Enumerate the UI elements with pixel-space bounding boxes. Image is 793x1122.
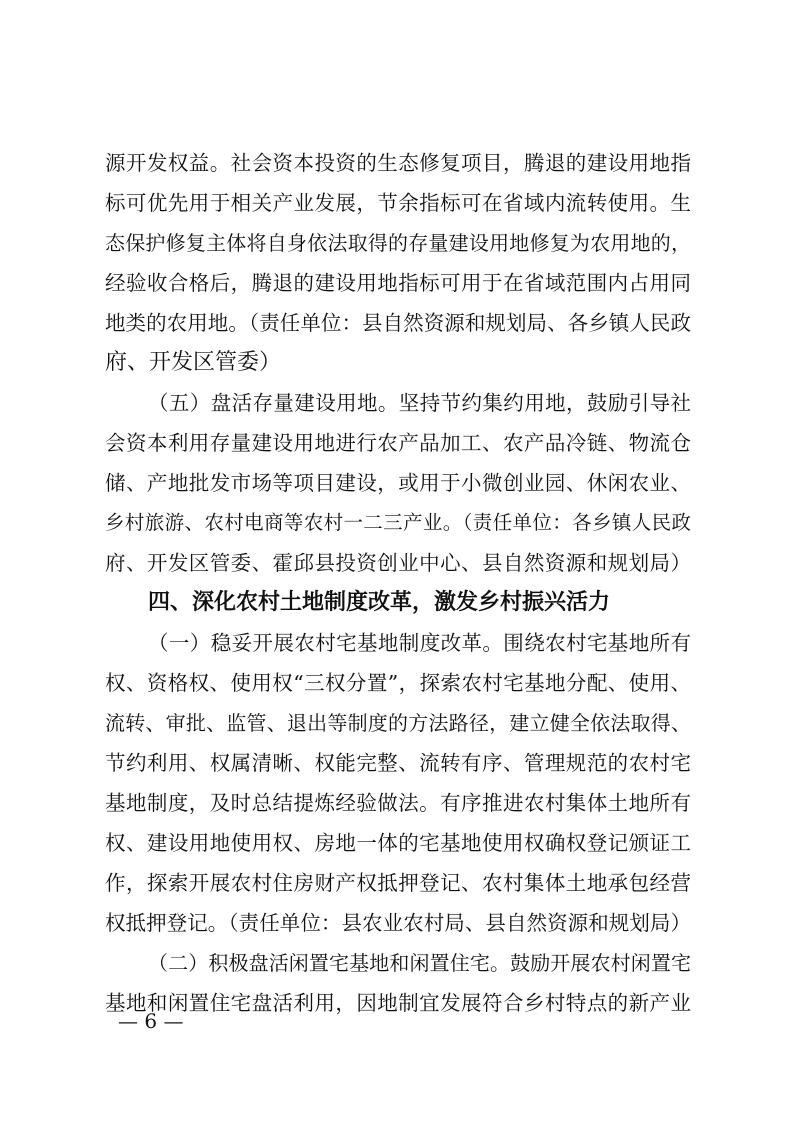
text-line: 储、产地批发市场等项目建设，或用于小微创业园、休闲农业、 xyxy=(105,471,691,495)
text-line: 地类的农用地。（责任单位：县自然资源和规划局、各乡镇人民政 xyxy=(105,311,691,335)
text-line: 节约利用、权属清晰、权能完整、流转有序、管理规范的农村宅 xyxy=(105,751,691,775)
text-line: 源开发权益。社会资本投资的生态修复项目，腾退的建设用地指 xyxy=(105,151,691,175)
text-line: 流转、审批、监管、退出等制度的方法路径，建立健全依法取得、 xyxy=(105,711,691,735)
text-line: 府、开发区管委、霍邱县投资创业中心、县自然资源和规划局） xyxy=(105,551,691,575)
text-line: 会资本利用存量建设用地进行农产品加工、农产品冷链、物流仓 xyxy=(105,431,691,455)
paragraph-start-line: （一）稳妥开展农村宅基地制度改革。围绕农村宅基地所有 xyxy=(148,631,691,655)
text-line: 权抵押登记。（责任单位：县农业农村局、县自然资源和规划局） xyxy=(105,911,691,935)
text-line: 态保护修复主体将自身依法取得的存量建设用地修复为农用地的， xyxy=(105,231,691,255)
page-number: — 6 — xyxy=(118,1009,184,1033)
section-heading: 四、深化农村土地制度改革，激发乡村振兴活力 xyxy=(148,590,611,615)
text-line: 基地和闲置住宅盘活利用，因地制宜发展符合乡村特点的新产业 xyxy=(105,991,691,1015)
text-line: 经验收合格后，腾退的建设用地指标可用于在省域范围内占用同 xyxy=(105,271,691,295)
text-line: 权、资格权、使用权“三权分置”，探索农村宅基地分配、使用、 xyxy=(105,671,691,695)
text-line: 权、建设用地使用权、房地一体的宅基地使用权确权登记颁证工 xyxy=(105,831,691,855)
text-line: 基地制度，及时总结提炼经验做法。有序推进农村集体土地所有 xyxy=(105,791,691,815)
text-line: 府、开发区管委） xyxy=(105,350,282,375)
text-line: 作，探索开展农村住房财产权抵押登记、农村集体土地承包经营 xyxy=(105,871,691,895)
text-line: 标可优先用于相关产业发展，节余指标可在省域内流转使用。生 xyxy=(105,191,691,215)
paragraph-start-line: （五）盘活存量建设用地。坚持节约集约用地，鼓励引导社 xyxy=(148,391,691,415)
paragraph-start-line: （二）积极盘活闲置宅基地和闲置住宅。鼓励开展农村闲置宅 xyxy=(148,951,691,975)
text-line: 乡村旅游、农村电商等农村一二三产业。（责任单位：各乡镇人民政 xyxy=(105,511,691,534)
